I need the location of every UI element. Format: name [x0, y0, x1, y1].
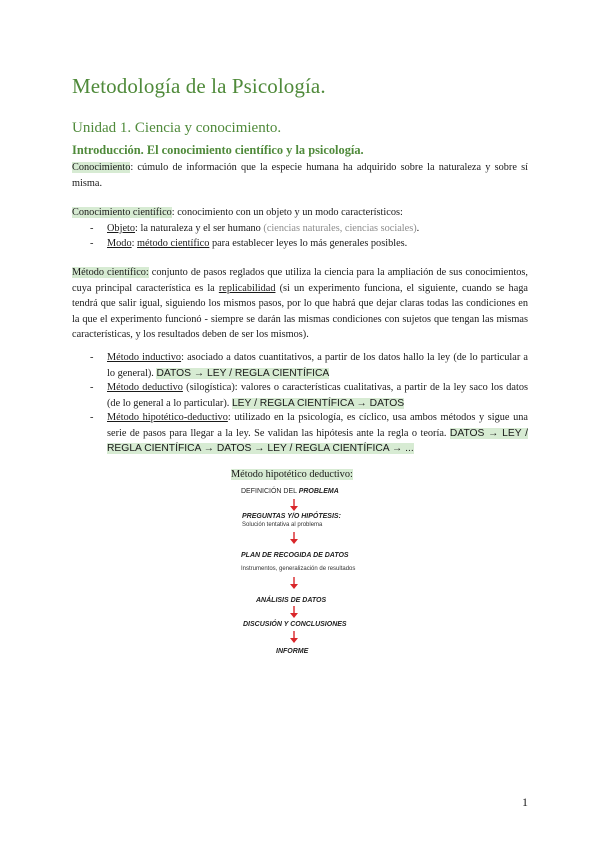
step-analisis: ANÁLISIS DE DATOS	[256, 597, 327, 604]
diagram-caption: Método hipotético deductivo:	[231, 469, 353, 480]
conocimiento-term: Conocimiento	[72, 162, 131, 173]
deductivo-formula: LEY / REGLA CIENTÍFICA → DATOS	[231, 397, 405, 409]
step-definicion	[241, 488, 339, 495]
list-item-objeto: - Objeto: la naturaleza y el ser humano (ciencias naturales, ciencias sociales).	[90, 223, 420, 234]
list-item-modo: - Modo: método científico para establecer leyes lo más generales posibles.	[90, 238, 408, 249]
metodo-term: Método científico:	[72, 267, 149, 278]
modo-text: para establecer leyes lo más generales posibles.	[209, 238, 408, 249]
objeto-term: Objeto	[107, 223, 136, 234]
arrow-down-icon	[290, 532, 298, 544]
page-title: Metodología de la Psicología.	[72, 74, 326, 98]
list-item-deductivo: - Método deductivo (silogística): valores o características cualitativas, a partir de la ley saco los datos (de lo general a lo particular). LEY / REGLA CIENTÍFICA → DATOS	[90, 382, 528, 409]
objeto-text: : la naturaleza y el ser humano	[135, 223, 264, 234]
arrow-down-icon	[290, 577, 298, 589]
hipotetico-text: : utilizado en la psicología, es cíclico, usa ambos métodos y sigue una serie de pasos para llegar a la ley. Se validan las hipótesis ante la regla o teoría.	[107, 412, 528, 439]
step-definicion-a: DEFINICIÓN DEL	[241, 488, 299, 495]
step-plan: PLAN DE RECOGIDA DE DATOS	[241, 552, 349, 559]
modo-term: Modo	[107, 238, 132, 249]
hipotetico-term: Método hipotético-deductivo	[107, 412, 228, 423]
step-preguntas: PREGUNTAS Y/O HIPÓTESIS:	[242, 513, 341, 520]
list-item-hipotetico: - Método hipotético-deductivo: utilizado en la psicología, es cíclico, usa ambos métodos y sigue una serie de pasos para llegar a la ley. Se validan las hipótesis ante la regla o teoría. DATOS → LEY / REGLA CIENTÍFICA → DATOS → LEY / REGLA CIENTÍFICA → ...	[90, 412, 528, 455]
step-discusion: DISCUSIÓN Y CONCLUSIONES	[243, 621, 347, 628]
step-preguntas-sub: Solución tentativa al problema	[242, 522, 323, 528]
inductivo-formula: DATOS → LEY / REGLA CIENTÍFICA	[156, 367, 330, 379]
arrow-down-icon	[290, 606, 298, 618]
inductivo-text: : asociado a datos cuantitativos, a partir de los datos hallo la ley (de lo particular a lo general).	[107, 352, 528, 379]
arrow-down-icon	[290, 631, 298, 643]
arrow-down-icon	[290, 499, 298, 511]
metodo-def-b: (si un experimento funciona, el siguiente, cuando se haga tendrá que salir igual, siguiendo los mismos pasos, por lo que habrá que dejar claras todas las condiciones en la que el experimento funcionó - siempre se darán las mismas condiciones con sujetos que tengan las mismas características, y los resultados deben de ser los mismos).	[72, 282, 528, 341]
conocimiento-cientifico-term: Conocimiento científico	[72, 207, 172, 218]
deductivo-term: Método deductivo	[107, 382, 183, 393]
intro-heading: Introducción. El conocimiento científico y la psicología.	[72, 143, 364, 157]
unit-heading: Unidad 1. Ciencia y conocimiento.	[72, 120, 282, 136]
metodo-def-a: conjunto de pasos reglados que utiliza la ciencia para la ampliación de sus conocimientos, cuya principal característica es la	[72, 267, 528, 294]
step-informe: INFORME	[276, 648, 309, 655]
metodo-cientifico-link: método científico	[137, 238, 210, 249]
objeto-end: .	[416, 223, 420, 234]
replicabilidad-term: replicabilidad	[218, 282, 276, 294]
inductivo-term: Método inductivo	[107, 352, 182, 363]
hipotetico-formula: DATOS → LEY / REGLA CIENTÍFICA → DATOS → LEY / REGLA CIENTÍFICA → ...	[107, 427, 528, 455]
conocimiento-cientifico-definition: : conocimiento con un objeto y un modo característicos:	[171, 207, 403, 218]
objeto-note: (ciencias naturales, ciencias sociales)	[263, 223, 417, 234]
deductivo-text: (silogística): valores o características cualitativas, a partir de la ley saco los datos (de lo general a lo particular).	[107, 382, 528, 409]
step-plan-sub: Instrumentos, generalización de resultados	[241, 566, 356, 572]
modo-sep: :	[131, 238, 138, 249]
step-definicion-b: PROBLEMA	[298, 488, 339, 495]
list-item-inductivo: - Método inductivo: asociado a datos cuantitativos, a partir de los datos hallo la ley (de lo particular a lo general). DATOS → LEY / REGLA CIENTÍFICA	[90, 352, 528, 379]
conocimiento-definition: : cúmulo de información que la especie humana ha adquirido sobre la naturaleza y sobre sí misma.	[72, 162, 528, 189]
page-number: 1	[522, 795, 528, 809]
